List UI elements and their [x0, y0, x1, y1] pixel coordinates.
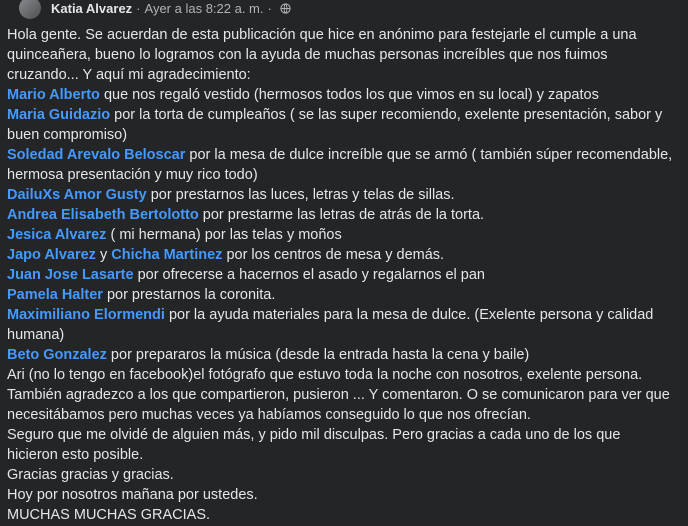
post-body: [7, 25, 685, 525]
header-separator: ·: [136, 0, 141, 16]
post-text: por ofrecerse a hacernos el asado y regalarnos el pan: [133, 267, 485, 283]
mention-link[interactable]: Andrea Elisabeth Bertolotto: [7, 207, 199, 223]
post-text: Gracias gracias y gracias.: [7, 467, 174, 483]
post-timestamp[interactable]: Ayer a las 8:22 a. m.: [144, 0, 264, 16]
post-line: [7, 45, 685, 65]
post-text: humana): [7, 327, 65, 343]
post-text: Ari (no lo tengo en facebook)el fotógrafo que estuvo toda la noche con nosotros, exelente persona.: [7, 367, 643, 383]
post-line: [7, 445, 685, 465]
post-line: [7, 285, 685, 305]
post-text: y: [95, 247, 112, 263]
post-text: necesitábamos pero muchas veces ya habíamos conseguido lo que nos ofrecían.: [7, 407, 531, 423]
post-text: hermosa presentación y muy rico todo): [7, 167, 258, 183]
post-line: [7, 485, 685, 505]
post-text: Hola gente. Se acuerdan de esta publicación que hice en anónimo para festejarle el cumple a una: [7, 27, 637, 43]
post-text: por prestarnos las luces, letras y telas de sillas.: [146, 187, 455, 203]
post-text: cruzando... Y aquí mi agradecimiento:: [7, 67, 251, 83]
post-line: [7, 25, 685, 45]
mention-link[interactable]: Juan Jose Lasarte: [7, 267, 134, 283]
author-name[interactable]: Katia Alvarez: [51, 0, 133, 16]
mention-link[interactable]: Jesica Alvarez: [7, 227, 107, 243]
mention-link[interactable]: Beto Gonzalez: [7, 347, 107, 363]
header-separator-2: ·: [267, 0, 272, 16]
post-text: Hoy por nosotros mañana por ustedes.: [7, 487, 258, 503]
post-text: por la ayuda materiales para la mesa de dulce. (Exelente persona y calidad: [164, 307, 654, 323]
mention-link[interactable]: Soledad Arevalo Beloscar: [7, 147, 186, 163]
post-line: [7, 465, 685, 485]
mention-link[interactable]: Japo Alvarez: [7, 247, 96, 263]
post-line: [7, 325, 685, 345]
post-line: [7, 265, 685, 285]
post-line: [7, 85, 685, 105]
post-line: [7, 125, 685, 145]
mention-link[interactable]: DailuXs Amor Gusty: [7, 187, 147, 203]
post-line: [7, 65, 685, 85]
avatar[interactable]: [19, 0, 41, 19]
mention-link[interactable]: Pamela Halter: [7, 287, 103, 303]
post-text: que nos regaló vestido (hermosos todos los que vimos en su local) y zapatos: [99, 87, 599, 103]
mention-link[interactable]: Maria Guidazio: [7, 107, 111, 123]
post-text: por prestarnos la coronita.: [102, 287, 276, 303]
post-text: por prepararos la música (desde la entrada hasta la cena y baile): [106, 347, 530, 363]
post-line: [7, 245, 685, 265]
post-header: [0, 0, 688, 21]
post-line: [7, 105, 685, 125]
post-text: quinceañera, bueno lo logramos con la ayuda de muchas personas increíbles que nos fuimos: [7, 47, 608, 63]
post-line: [7, 225, 685, 245]
post-line: [7, 165, 685, 185]
post-line: [7, 305, 685, 325]
post-text: por la mesa de dulce increíble que se armó ( también súper recomendable,: [185, 147, 673, 163]
post-line: [7, 405, 685, 425]
post-line: [7, 425, 685, 445]
globe-icon[interactable]: [280, 3, 291, 14]
post-line: [7, 205, 685, 225]
post-line: [7, 505, 685, 525]
post-line: [7, 145, 685, 165]
post-text: También agradezco a los que compartieron, pusieron ... Y comentaron. O se comunicaron para ver que: [7, 387, 670, 403]
post-line: [7, 365, 685, 385]
mention-link[interactable]: Maximiliano Elormendi: [7, 307, 165, 323]
post-line: [7, 345, 685, 365]
post-text: por la torta de cumpleaños ( se las super recomiendo, exelente presentación, sabor y: [110, 107, 663, 123]
post-text: por los centros de mesa y demás.: [222, 247, 445, 263]
post-line: [7, 385, 685, 405]
post-text: por prestarme las letras de atrás de la torta.: [198, 207, 485, 223]
post-text: buen compromiso): [7, 127, 128, 143]
post-text: MUCHAS MUCHAS GRACIAS.: [7, 507, 211, 523]
post-line: [7, 185, 685, 205]
post-text: hicieron esto posible.: [7, 447, 144, 463]
mention-link[interactable]: Mario Alberto: [7, 87, 100, 103]
post-text: Seguro que me olvidé de alguien más, y pido mil disculpas. Pero gracias a cada uno de los que: [7, 427, 621, 443]
post-text: ( mi hermana) por las telas y moños: [106, 227, 342, 243]
mention-link[interactable]: Chicha Martinez: [111, 247, 223, 263]
